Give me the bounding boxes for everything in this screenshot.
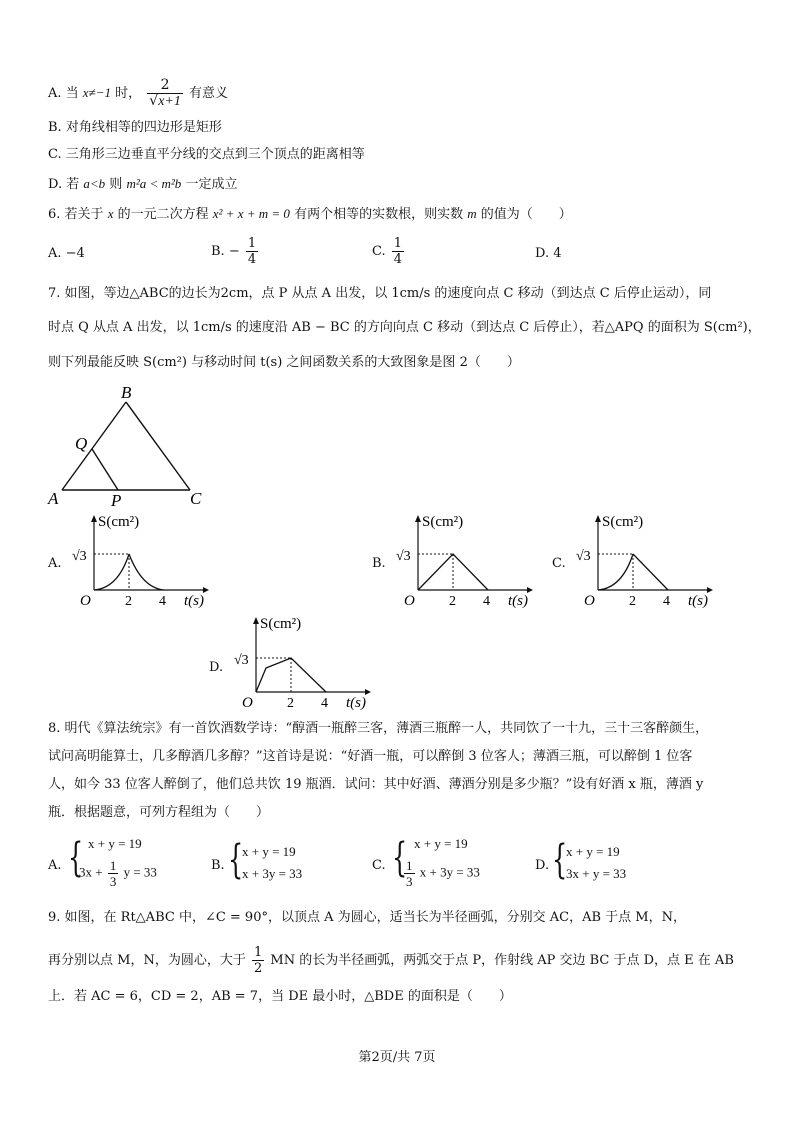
q8-a-eq2: [79, 858, 157, 889]
graph-c-xlabel: t(s): [688, 593, 708, 609]
graph-d-label: D.: [209, 660, 224, 675]
q6-c-fraction: [392, 236, 404, 267]
q8-a-eq2-frac: [108, 858, 119, 889]
q8-option-d-system: [552, 838, 662, 892]
graph-a-tick-4: 4: [159, 594, 166, 609]
q5-d-expression: m²a < m²b: [126, 176, 182, 191]
q6-stem-mid: 的一元二次方程: [117, 207, 209, 222]
q6-option-d: D. 4: [535, 246, 562, 261]
graph-b-label: B.: [372, 556, 386, 571]
graph-b-tick-4: 4: [483, 594, 490, 609]
q8-option-a-system: [68, 832, 188, 892]
graph-a-rise: [94, 554, 129, 590]
q6-b-fraction: [246, 236, 258, 267]
q5-a-condition: x≠−1: [82, 85, 111, 100]
graph-b-ylabel: S(cm²): [422, 514, 464, 530]
q6-c-num: 1: [393, 236, 403, 251]
graph-d-y-arrow: [253, 617, 259, 624]
q8-c-frac-num: 1: [406, 858, 413, 873]
q5-option-d: [48, 174, 237, 195]
graph-b: [392, 510, 542, 610]
q5-d-mid: 则: [109, 177, 123, 192]
label-p: P: [111, 491, 122, 510]
graph-d-tick-4: 4: [321, 696, 328, 711]
q6-b-label: B. −: [211, 244, 240, 259]
q5-a-fraction: [147, 78, 183, 109]
q8-line-2: 试问高明能算士，几多醇酒几多醇？”这首诗是说：“好酒一瓶，可以醉倒 3 位客人；薄酒三瓶，可以醉倒 1 位客: [48, 749, 693, 764]
q6-b-num: 1: [247, 236, 257, 251]
segment-pq: [92, 449, 118, 490]
q8-line-3: 人，如今 33 位客人醉倒了，他们总共饮 19 瓶酒．试问：其中好酒、薄酒分别是多少瓶？”设有好酒 x 瓶，薄酒 y: [48, 777, 704, 792]
graph-a-tick-2: 2: [125, 594, 132, 609]
q5-option-a: [48, 78, 228, 109]
graph-a: [68, 510, 218, 610]
q8-c-eq1: x + y = 19: [414, 836, 468, 851]
q9-line-2-pre: 再分别以点 M，N，为圆心，大于: [48, 953, 246, 968]
q5-a-suffix: 有意义: [189, 86, 229, 101]
q8-line-4: 瓶．根据题意，可列方程组为（ ）: [48, 805, 270, 820]
q6-stem-suffix: 的值为（ ）: [480, 207, 572, 222]
graph-d-xlabel: t(s): [346, 695, 366, 711]
q8-c-brace: {: [392, 835, 408, 881]
q8-a-eq2-post: y = 33: [123, 864, 157, 880]
q5-a-fraction-den: √x+1: [149, 93, 181, 109]
graph-d-ylabel: S(cm²): [260, 616, 302, 632]
graph-c-ylabel: S(cm²): [602, 514, 644, 530]
graph-b-xlabel: t(s): [508, 593, 528, 609]
label-b: B: [121, 383, 132, 402]
q9-frac-num: 1: [253, 945, 263, 960]
q8-option-c-label: C.: [372, 858, 386, 873]
q8-a-eq2-pre: 3x +: [79, 864, 103, 880]
q6-option-c: [372, 236, 406, 267]
q8-option-b-label: B.: [211, 858, 225, 873]
q8-b-eq2: x + 3y = 33: [242, 866, 303, 881]
graph-b-origin: O: [404, 593, 415, 609]
graph-a-xlabel: t(s): [184, 593, 204, 609]
q9-frac-den: 2: [253, 961, 263, 976]
graph-d-origin: O: [242, 695, 253, 711]
q6-option-a: A. −4: [48, 246, 85, 261]
graph-a-label: A.: [48, 556, 62, 571]
q8-option-d-label: D.: [535, 858, 550, 873]
graph-a-ylabel: S(cm²): [98, 514, 140, 530]
q8-c-eq2-post: x + 3y = 33: [419, 864, 480, 880]
q8-d-brace: {: [552, 837, 568, 883]
graph-c-sqrt3: √3: [576, 549, 591, 564]
q9-fraction: [252, 945, 264, 976]
graph-c-label: C.: [552, 556, 566, 571]
graph-a-fall: [129, 554, 164, 590]
q5-option-b: B. 对角线相等的四边形是矩形: [48, 120, 222, 135]
q8-c-eq2: [402, 858, 480, 889]
q7-triangle-figure: [40, 380, 220, 510]
q9-line-2: [48, 945, 734, 976]
graph-a-sqrt3: √3: [72, 549, 87, 564]
q8-a-eq1: x + y = 19: [88, 836, 142, 851]
graph-c-y-arrow: [595, 515, 601, 522]
graph-c-tick-4: 4: [663, 594, 670, 609]
q6-stem-mid2: 有两个相等的实数根，则实数: [294, 207, 464, 222]
label-c: C: [190, 489, 202, 508]
q6-stem-m: m: [467, 206, 477, 221]
q5-a-radicand: x+1: [158, 94, 181, 109]
graph-c-fall: [633, 554, 668, 590]
q8-c-frac-den: 3: [406, 874, 413, 889]
q9-line-3: 上．若 AC = 6，CD = 2，AB = 7，当 DE 最小时，△BDE 的面积是（ ）: [48, 989, 512, 1004]
q6-stem-prefix: 6. 若关于: [48, 207, 104, 222]
label-a: A: [48, 489, 59, 508]
graph-c-origin: O: [584, 593, 595, 609]
graph-c: [572, 510, 722, 610]
q8-d-eq2: 3x + y = 33: [566, 866, 627, 881]
q9-line-2-post: MN 的长为半径画弧，两弧交于点 P，作射线 AP 交边 BC 于点 D，点 E 在 AB: [270, 953, 734, 968]
q5-option-c: C. 三角形三边垂直平分线的交点到三个顶点的距离相等: [48, 147, 365, 162]
q8-a-brace: {: [68, 835, 84, 881]
q5-d-prefix: D. 若: [48, 177, 80, 192]
triangle-side-ab: [62, 402, 126, 490]
q9-line-1: 9. 如图，在 Rt△ABC 中，∠C = 90°，以顶点 A 为圆心，适当长为半径画弧，分别交 AC，AB 于点 M，N，: [48, 910, 686, 925]
triangle-side-bc: [126, 402, 190, 490]
label-q: Q: [75, 434, 88, 453]
graph-b-y-arrow: [415, 515, 421, 522]
q8-c-eq2-frac: [404, 858, 415, 889]
q8-option-a-label: A.: [48, 858, 62, 873]
page-number: 第2页/共 7页: [358, 1050, 436, 1065]
q6-c-den: 4: [393, 252, 403, 267]
q8-option-c-system: [392, 832, 512, 892]
q6-c-label: C.: [372, 244, 386, 259]
q6-equation: x² + x + m = 0: [212, 206, 290, 221]
q6-stem: [48, 204, 572, 225]
q5-a-prefix: A. 当: [48, 86, 79, 101]
q8-b-brace: {: [228, 837, 244, 883]
graph-c-tick-2: 2: [629, 594, 636, 609]
q7-line-3: 则下列最能反映 S(cm²) 与移动时间 t(s) 之间函数关系的大致图象是图 2（ ）: [48, 355, 520, 370]
graph-a-y-arrow: [91, 515, 97, 522]
q6-stem-x: x: [107, 206, 114, 221]
graph-d-tick-2: 2: [287, 696, 294, 711]
q6-b-den: 4: [247, 252, 257, 267]
q7-line-2: 时点 Q 从点 A 出发，以 1cm/s 的速度沿 AB − BC 的方向向点 C 移动（到达点 C 后停止），若△APQ 的面积为 S(cm²)，: [48, 320, 761, 335]
q5-a-mid: 时，: [115, 86, 142, 101]
q8-line-1: 8. 明代《算法统宗》有一首饮酒数学诗：“醇酒一瓶醉三客，薄酒三瓶醉一人，共同饮了一十九，三十三客醉颜生，: [48, 721, 709, 736]
q5-d-condition: a<b: [83, 176, 106, 191]
graph-d-sqrt3: √3: [234, 653, 249, 668]
graph-b-sqrt3: √3: [396, 549, 411, 564]
q7-line-1: 7. 如图，等边△ABC的边长为2cm，点 P 从点 A 出发，以 1cm/s 的速度向点 C 移动（到达点 C 后停止运动），同: [48, 286, 712, 301]
q8-a-frac-num: 1: [109, 858, 117, 873]
graph-b-tick-2: 2: [449, 594, 456, 609]
q8-d-eq1: x + y = 19: [566, 844, 620, 859]
q6-option-b: [211, 236, 260, 267]
graph-d: [230, 612, 380, 712]
graph-a-origin: O: [80, 593, 91, 609]
q5-a-fraction-num: 2: [147, 78, 183, 94]
q8-option-b-system: [228, 838, 338, 892]
q8-b-eq1: x + y = 19: [242, 844, 296, 859]
q5-d-suffix: 一定成立: [185, 177, 238, 192]
q8-a-frac-den: 3: [109, 874, 117, 889]
graph-c-rise: [598, 554, 633, 590]
